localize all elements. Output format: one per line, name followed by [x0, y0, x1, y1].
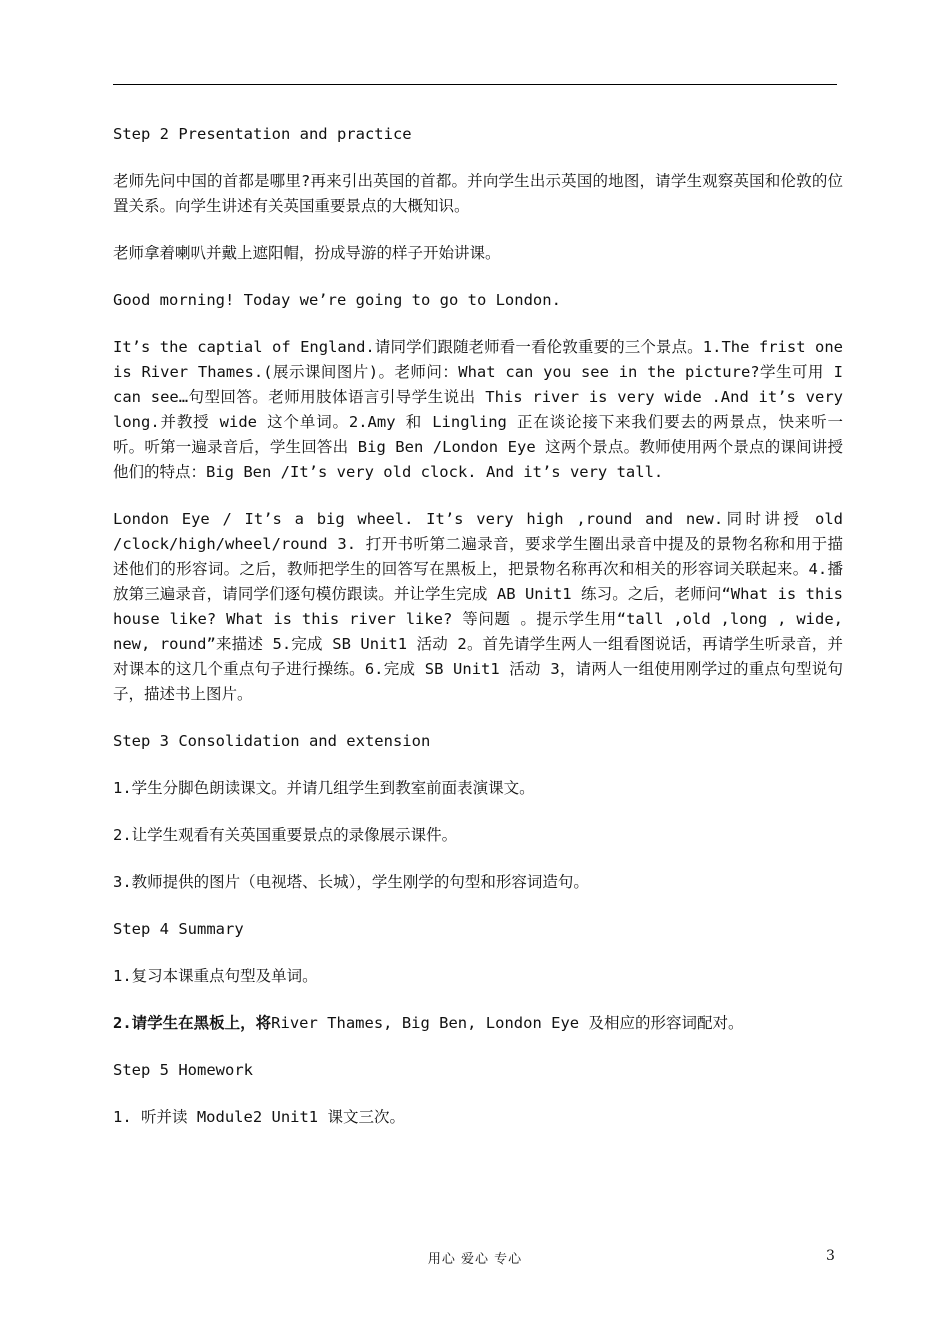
step3-heading: Step 3 Consolidation and extension [113, 732, 431, 750]
step3-item-2: 2.让学生观看有关英国重要景点的录像展示课件。 [113, 826, 458, 844]
step3-item-3: 3.教师提供的图片（电视塔、长城），学生刚学的句型和形容词造句。 [113, 873, 589, 891]
step2-heading: Step 2 Presentation and practice [113, 125, 412, 143]
step4-heading: Step 4 Summary [113, 920, 244, 938]
footer-motto: 用心 爱心 专心 [427, 1252, 523, 1267]
step4-item-2-rest: River Thames, Big Ben, London Eye 及相应的形容词配对。 [271, 1014, 744, 1032]
step4-item-2 [113, 1011, 843, 1036]
step2-paragraph-3: Good morning! Today we’re going to go to London. [113, 291, 561, 309]
step3-item-1: 1.学生分脚色朗读课文。并请几组学生到教室前面表演课文。 [113, 779, 535, 797]
step4-item-1: 1.复习本课重点句型及单词。 [113, 967, 318, 985]
step2-paragraph-5: London Eye / It’s a big wheel. It’s very high ,round and new.同时讲授 old /clock/high/wheel/round 3. 打开书听第二遍录音，要求学生圈出录音中提及的景物名称和用于描述他们的形容词。之后，教师把学生的回答写在黑板上，把景物名称再次和相关的形容词关联起来。4.播放第三遍录音，请同学们逐句模仿跟读。并让学生完成 AB Unit1 练习。之后，老师问“What is this house like? What is this river like? 等问题 。提示学生用“tall ,old ,long , wide, new, round”来描述 5.完成 SB Unit1 活动 2。首先请学生两人一组看图说话，再请学生听录音，并对课本的这几个重点句子进行操练。6.完成 SB Unit1 活动 3，请两人一组使用刚学过的重点句型说句子，描述书上图片。 [113, 510, 843, 703]
header-rule [113, 84, 837, 85]
step2-paragraph-2: 老师拿着喇叭并戴上遮阳帽，扮成导游的样子开始讲课。 [113, 244, 501, 262]
step2-paragraph-1: 老师先问中国的首都是哪里?再来引出英国的首都。并向学生出示英国的地图，请学生观察英国和伦敦的位置关系。向学生讲述有关英国重要景点的大概知识。 [113, 172, 843, 215]
step5-heading: Step 5 Homework [113, 1061, 253, 1079]
step4-item-2-prefix: 2.请学生在黑板上，将 [113, 1014, 272, 1032]
page-number: 3 [826, 1248, 835, 1264]
step2-paragraph-4: It’s the captial of England.请同学们跟随老师看一看伦敦重要的三个景点。1.The frist one is River Thames.(展示课间图片)。老师问：What can you see in the picture?学生可用 I can see…句型回答。老师用肢体语言引导学生说出 This river is very wide .And it’s very long.并教授 wide 这个单词。2.Amy 和 Lingling 正在谈论接下来我们要去的两景点，快来听一听。听第一遍录音后，学生回答出 Big Ben /London Eye 这两个景点。教师使用两个景点的课间讲授他们的特点：Big Ben /It’s very old clock. And it’s very tall. [113, 338, 843, 481]
document-body [113, 122, 843, 1152]
step5-item-1: 1. 听并读 Module2 Unit1 课文三次。 [113, 1108, 405, 1126]
